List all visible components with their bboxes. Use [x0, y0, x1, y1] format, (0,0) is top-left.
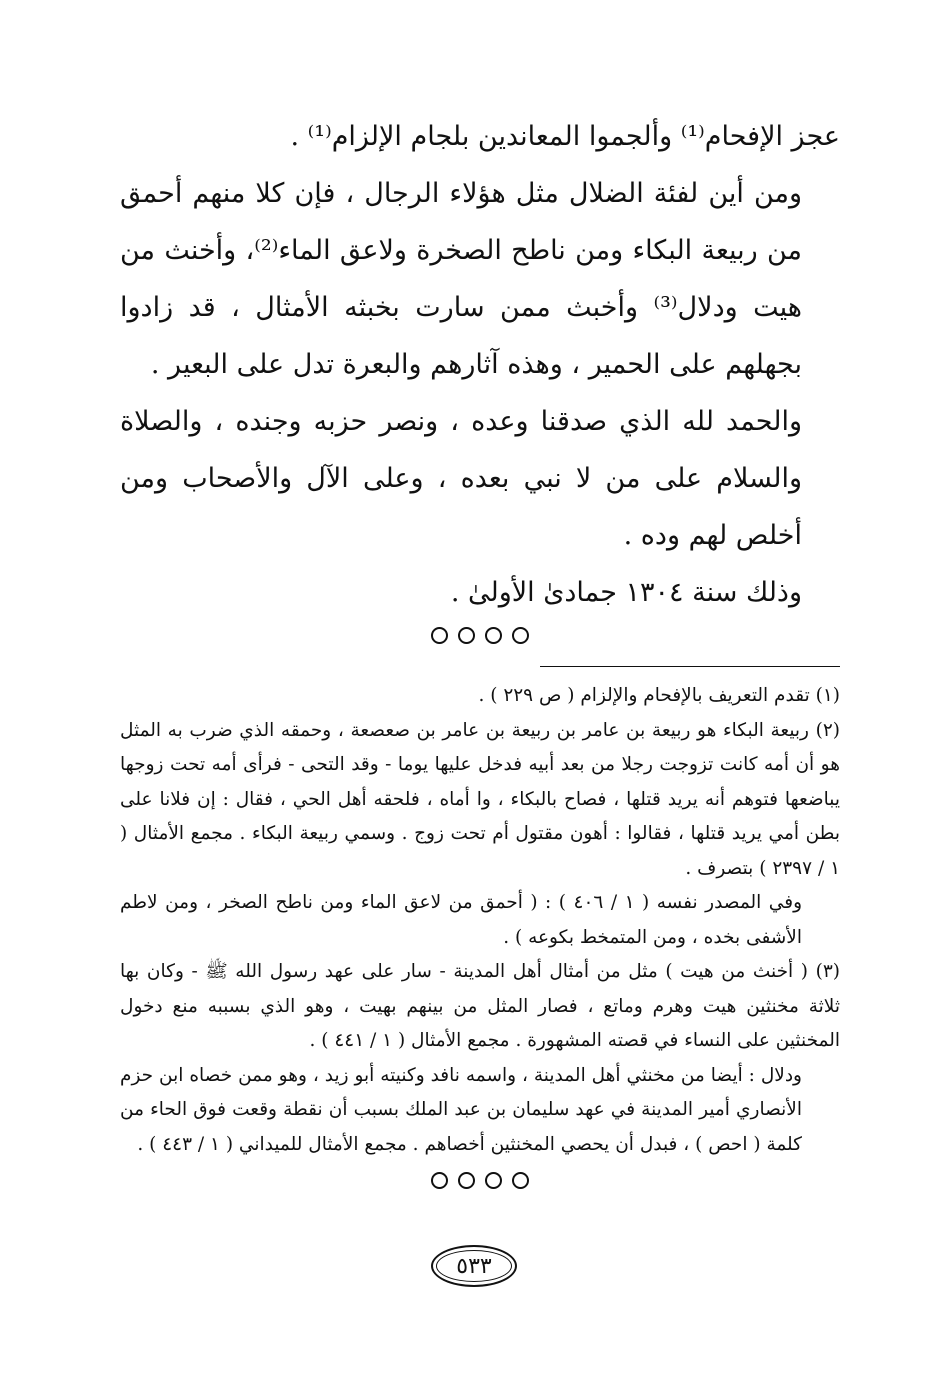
ornament-circle — [431, 1172, 448, 1189]
ornament-circle — [512, 1172, 529, 1189]
main-text — [120, 108, 840, 621]
page-number-text: ٥٣٣ — [456, 1253, 492, 1279]
main-paragraph-1: عجز الإفحام⁽¹⁾ وألجموا المعاندين بلجام الإلزام⁽¹⁾ . — [290, 121, 840, 152]
footnote-3: (٣) ( أخنث من هيت ) مثل من أمثال أهل المدينة - سار على عهد رسول الله ﷺ - وكان بها ثلاثة مخنثين هيت وهرم وماتع ، فصار المثل من بينهم بهيت ، وهو الذي بسببه منع دخول المخنثين على النساء في قصته المشهورة . مجمع الأمثال ( ١ / ٤٤١ ) . — [120, 961, 840, 1051]
footnote-1: (١) تقدم التعريف بالإفحام والإلزام ( ص ٢٢٩ ) . — [478, 685, 840, 706]
footnote-2-continued: وفي المصدر نفسه ( ١ / ٤٠٦ ) : ( أحمق من لاعق الماء ومن ناطح الصخر ، ومن لاطم الأشفى بخده ، ومن المتمخط بكوعه ) . — [120, 892, 802, 948]
footnote-2: (٢) ربيعة البكاء هو ربيعة بن عامر بن ربيعة بن عامر بن صعصعة ، وحمقه الذي ضرب به المثل هو أن أمه كانت تزوجت رجلا من بعد أبيه فدخل عليها يوما - وقد التحى - فرأى أمه تحت زوجها يباضعها فتوهم أنه يريد قتلها ، فصاح بالبكاء ، وا أماه ، فلحقه أهل الحي ، فقال : إن فلانا على بطن أمي يريد قتلها ، فقالوا : أهون مقتول أم تحت زوج . وسمي ربيعة البكاء . مجمع الأمثال ( ١ / ٢٣٩٧ ) بتصرف . — [120, 719, 840, 879]
page-number — [431, 1245, 517, 1287]
ornament-circle — [431, 627, 448, 644]
main-paragraph-4: وذلك سنة ١٣٠٤ جمادىٰ الأولىٰ . — [450, 577, 802, 608]
footnote-separator — [540, 666, 840, 667]
section-ornament-top — [120, 627, 840, 644]
section-ornament-bottom — [120, 1172, 840, 1189]
ornament-circle — [458, 1172, 475, 1189]
ornament-circle — [512, 627, 529, 644]
main-paragraph-2: ومن أين لفئة الضلال مثل هؤلاء الرجال ، فإن كلا منهم أحمق من ربيعة البكاء ومن ناطح الصخرة ولاعق الماء⁽²⁾، وأخنث من هيت ودلال⁽³⁾ وأخبث ممن سارت بخبثه الأمثال ، قد زادوا بجهلهم على الحمير ، وهذه آثارهم والبعرة تدل على البعير . — [120, 178, 802, 380]
page-body — [120, 108, 840, 1189]
ornament-circle — [458, 627, 475, 644]
footnote-3-continued: ودلال : أيضا من مخنثي أهل المدينة ، واسمه نافد وكنيته أبو زيد ، وهو ممن خصاه ابن حزم الأنصاري أمير المدينة في عهد سليمان بن عبد الملك بسبب أن نقطة وقعت فوق الحاء من كلمة ( احص ) ، فبدل أن يحصي المخنثين أخصاهم . مجمع الأمثال للميداني ( ١ / ٤٤٣ ) . — [120, 1064, 802, 1155]
footnotes — [120, 679, 840, 1162]
ornament-circle — [485, 1172, 502, 1189]
main-paragraph-3: والحمد لله الذي صدقنا وعده ، ونصر حزبه وجنده ، والصلاة والسلام على من لا نبي بعده ، وعلى الآل والأصحاب ومن أخلص لهم وده . — [120, 406, 802, 551]
ornament-circle — [485, 627, 502, 644]
